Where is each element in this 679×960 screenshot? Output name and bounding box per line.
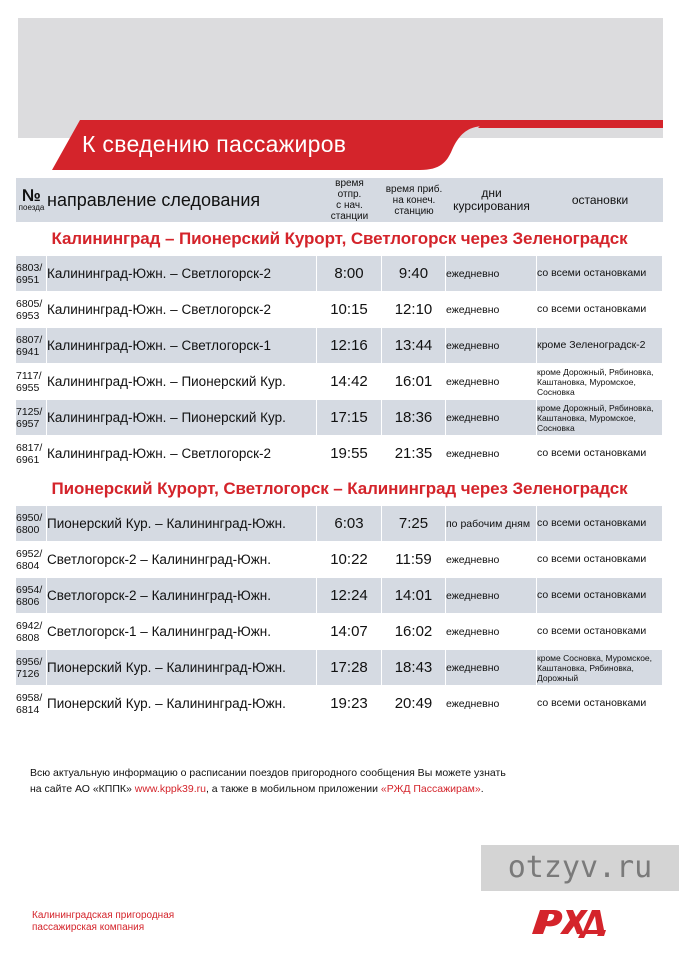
table-row — [16, 578, 663, 614]
table-row — [16, 614, 663, 650]
stops: со всеми остановками — [537, 292, 663, 328]
table-row — [16, 542, 663, 578]
route: Калининград-Южн. – Светлогорск-2 — [47, 436, 317, 472]
train-number: 6958/ 6814 — [16, 686, 47, 722]
route: Калининград-Южн. – Светлогорск-2 — [47, 256, 317, 292]
route: Калининград-Южн. – Пионерский Кур. — [47, 400, 317, 436]
departure-time: 19:55 — [317, 436, 382, 472]
stops: кроме Сосновка, Муромское, Каштановка, Рябиновка, Дорожный — [537, 650, 663, 686]
stops: кроме Дорожный, Рябиновка, Каштановка, Муромское, Сосновка — [537, 364, 663, 400]
route: Светлогорск-2 – Калининград-Южн. — [47, 578, 317, 614]
section-title-row — [16, 472, 663, 506]
route: Пионерский Кур. – Калининград-Южн. — [47, 650, 317, 686]
departure-time: 19:23 — [317, 686, 382, 722]
departure-time: 12:16 — [317, 328, 382, 364]
table-row — [16, 364, 663, 400]
route: Пионерский Кур. – Калининград-Южн. — [47, 506, 317, 542]
departure-time: 17:15 — [317, 400, 382, 436]
days: ежедневно — [446, 436, 537, 472]
header-direction: направление следования — [47, 178, 317, 222]
section-title: Пионерский Курорт, Светлогорск – Калининград через Зеленоградск — [16, 472, 663, 506]
route: Светлогорск-1 – Калининград-Южн. — [47, 614, 317, 650]
train-number: 6950/ 6800 — [16, 506, 47, 542]
header-arrival: время приб. на конеч. станцию — [382, 178, 446, 222]
banner-stripe — [478, 126, 663, 128]
train-number: 6954/ 6806 — [16, 578, 47, 614]
route: Калининград-Южн. – Светлогорск-2 — [47, 292, 317, 328]
departure-time: 10:15 — [317, 292, 382, 328]
table-row — [16, 292, 663, 328]
train-number: 6952/ 6804 — [16, 542, 47, 578]
train-number: 6956/ 7126 — [16, 650, 47, 686]
note-line-1: Всю актуальную информацию о расписании поездов пригородного сообщения Вы можете узнать — [30, 767, 506, 779]
arrival-time: 14:01 — [382, 578, 446, 614]
stops: кроме Дорожный, Рябиновка, Каштановка, Муромское, Сосновка — [537, 400, 663, 436]
stops: кроме Зеленоградск-2 — [537, 328, 663, 364]
header-days: дни курсирования — [446, 178, 537, 222]
section-title-row — [16, 222, 663, 256]
header-departure: время отпр. с нач. станции — [317, 178, 382, 222]
table-row — [16, 650, 663, 686]
table-row — [16, 436, 663, 472]
arrival-time: 21:35 — [382, 436, 446, 472]
note-line-2: на сайте АО «КППК» www.kppk39.ru, а также в мобильном приложении «РЖД Пассажирам». — [30, 783, 484, 795]
timetable — [16, 178, 663, 722]
stops: со всеми остановками — [537, 256, 663, 292]
info-note — [30, 765, 506, 797]
route: Калининград-Южн. – Светлогорск-1 — [47, 328, 317, 364]
days: ежедневно — [446, 400, 537, 436]
train-number: 6817/ 6961 — [16, 436, 47, 472]
stops: со всеми остановками — [537, 578, 663, 614]
departure-time: 12:24 — [317, 578, 382, 614]
departure-time: 6:03 — [317, 506, 382, 542]
days: ежедневно — [446, 364, 537, 400]
days: ежедневно — [446, 292, 537, 328]
arrival-time: 18:43 — [382, 650, 446, 686]
arrival-time: 20:49 — [382, 686, 446, 722]
header-stops: остановки — [537, 178, 663, 222]
company-name: Калининградская пригородная пассажирская компания — [32, 910, 175, 933]
train-number: 6807/ 6941 — [16, 328, 47, 364]
arrival-time: 12:10 — [382, 292, 446, 328]
app-link[interactable]: «РЖД Пассажирам» — [380, 783, 481, 795]
section-1 — [16, 222, 663, 472]
days: ежедневно — [446, 578, 537, 614]
days: по рабочим дням — [446, 506, 537, 542]
train-number: 6942/ 6808 — [16, 614, 47, 650]
train-number: 6803/ 6951 — [16, 256, 47, 292]
route: Калининград-Южн. – Пионерский Кур. — [47, 364, 317, 400]
arrival-time: 7:25 — [382, 506, 446, 542]
stops: со всеми остановками — [537, 436, 663, 472]
title-banner — [0, 0, 679, 190]
stops: со всеми остановками — [537, 614, 663, 650]
days: ежедневно — [446, 686, 537, 722]
days: ежедневно — [446, 542, 537, 578]
train-number: 7125/ 6957 — [16, 400, 47, 436]
arrival-time: 13:44 — [382, 328, 446, 364]
watermark: otzyv.ru — [481, 845, 679, 891]
days: ежедневно — [446, 328, 537, 364]
route: Пионерский Кур. – Калининград-Южн. — [47, 686, 317, 722]
table-row — [16, 328, 663, 364]
train-number: 7117/ 6955 — [16, 364, 47, 400]
arrival-time: 11:59 — [382, 542, 446, 578]
site-link[interactable]: www.kppk39.ru — [134, 783, 206, 795]
stops: со всеми остановками — [537, 542, 663, 578]
table-header — [16, 178, 663, 222]
section-title: Калининград – Пионерский Курорт, Светлогорск через Зеленоградск — [16, 222, 663, 256]
rzd-logo-icon — [526, 904, 606, 938]
table-row — [16, 506, 663, 542]
days: ежедневно — [446, 650, 537, 686]
arrival-time: 16:01 — [382, 364, 446, 400]
stops: со всеми остановками — [537, 506, 663, 542]
table-row — [16, 400, 663, 436]
page-title: К сведению пассажиров — [82, 131, 347, 157]
arrival-time: 18:36 — [382, 400, 446, 436]
departure-time: 17:28 — [317, 650, 382, 686]
departure-time: 10:22 — [317, 542, 382, 578]
arrival-time: 9:40 — [382, 256, 446, 292]
section-2 — [16, 472, 663, 722]
route: Светлогорск-2 – Калининград-Южн. — [47, 542, 317, 578]
departure-time: 14:42 — [317, 364, 382, 400]
table-row — [16, 686, 663, 722]
train-number: 6805/ 6953 — [16, 292, 47, 328]
table-row — [16, 256, 663, 292]
arrival-time: 16:02 — [382, 614, 446, 650]
departure-time: 14:07 — [317, 614, 382, 650]
header-train-number: № поезда — [16, 178, 47, 222]
days: ежедневно — [446, 256, 537, 292]
days: ежедневно — [446, 614, 537, 650]
stops: со всеми остановками — [537, 686, 663, 722]
departure-time: 8:00 — [317, 256, 382, 292]
